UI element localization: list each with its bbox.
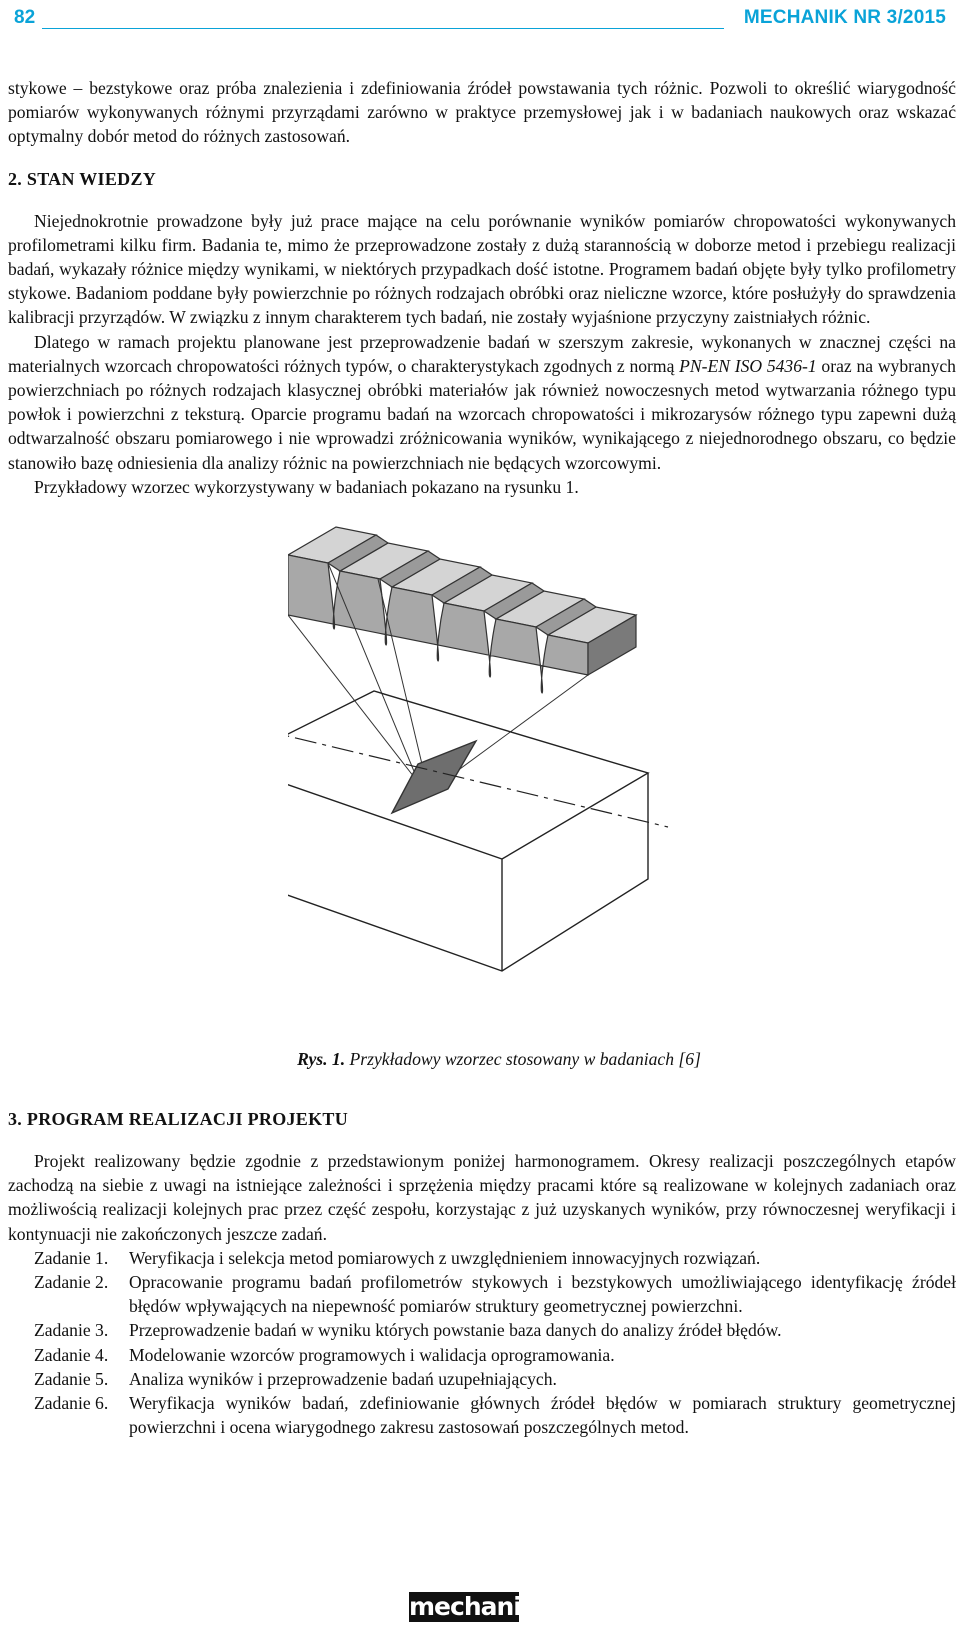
list-item xyxy=(8,1246,956,1270)
article-body xyxy=(8,76,956,1439)
task-label: Zadanie 6. xyxy=(34,1393,109,1414)
task-list xyxy=(8,1246,956,1440)
roughness-standard-illustration xyxy=(288,519,688,1019)
figure-1 xyxy=(8,519,956,1037)
journal-title: MECHANIK NR 3/2015 xyxy=(743,7,946,28)
task-label: Zadanie 5. xyxy=(34,1368,109,1389)
section-3-paragraph-1: Projekt realizowany będzie zgodnie z przedstawionym poniżej harmonogramem. Okresy realizacji poszczególnych etapów zachodzą na siebie z uwagi na istniejące zależności i sprzężenia między pracami które są realizowane w kolejnych zadaniach oraz możliwością realizacji kolejnych prac przez część zespołu, korzystając z już uzyskanych wyników, przy równoczesnej weryfikacji i kontynuacji nie zakończonych jeszcze zadań. xyxy=(8,1151,956,1244)
list-item xyxy=(8,1343,956,1367)
logo-text: mechanik xyxy=(409,1592,537,1621)
figure-caption-text: Przykładowy wzorzec stosowany w badaniach [6] xyxy=(349,1049,701,1070)
task-label: Zadanie 2. xyxy=(34,1272,109,1293)
page-number: 82 xyxy=(14,7,36,28)
section-2-paragraph-3: Przykładowy wzorzec wykorzystywany w badaniach pokazano na rysunku 1. xyxy=(34,476,579,497)
figure-label: Rys. 1. xyxy=(297,1049,346,1070)
page-header xyxy=(10,2,946,32)
mechanik-logo xyxy=(409,1592,537,1622)
task-label: Zadanie 1. xyxy=(34,1247,109,1268)
task-text: Weryfikacja i selekcja metod pomiarowych z uwzględnieniem innowacyjnych rozwiązań. xyxy=(129,1247,761,1268)
section-2-paragraph-2 xyxy=(8,330,956,475)
norm-reference: PN-EN ISO 5436-1 xyxy=(679,355,817,376)
list-item xyxy=(8,1270,956,1318)
task-text: Weryfikacja wyników badań, zdefiniowanie głównych źródeł błędów w pomiarach struktury geometrycznej powierzchni i ocena wiarygodnego zakresu zastosowań poszczególnych metod. xyxy=(129,1393,956,1438)
header-rule xyxy=(42,28,724,29)
section-3-heading: 3. PROGRAM REALIZACJI PROJEKTU xyxy=(8,1109,349,1130)
grooved-block xyxy=(288,527,636,693)
list-item xyxy=(8,1391,956,1439)
paragraph-text: oraz na wybranych powierzchniach po różnych rodzajach klasycznej obróbki materiałów jak również nowoczesnych metod wytwarzania różnego typu powłok i powierzchni z teksturą. Oparcie programu badań na wzorcach chropowatości i mikrozarysów różnego typu zapewni dużą odtwarzalność obszaru pomiarowego i nie wprowadzi zróżnicowania wyników, wynikającego z niejednorodnego obszaru, co będzie stanowiło bazę odniesienia dla analizy różnic na powierzchniach nie będących wzorcowymi. xyxy=(8,355,956,473)
paragraph-text: Dlatego w ramach projektu planowane jest przeprowadzenie badań w szerszym zakresie, wykonanych w znacznej części na materialnych wzorcach chropowatości różnych typów, o charakterystykach zgodnych z normą xyxy=(8,331,956,376)
intro-paragraph: stykowe – bezstykowe oraz próba znalezienia i zdefiniowania źródeł powstawania tych różnic. Pozwoli to określić wiarygodność pomiarów wykonywanych różnymi przyrządami zarówno w praktyce przemysłowej jak i w badaniach naukowych oraz wskazać optymalny dobór metod do różnych zastosowań. xyxy=(8,78,956,147)
task-label: Zadanie 4. xyxy=(34,1344,109,1365)
figure-caption xyxy=(8,1047,956,1071)
list-item xyxy=(8,1367,956,1391)
task-label: Zadanie 3. xyxy=(34,1320,109,1341)
list-item xyxy=(8,1318,956,1342)
base-block xyxy=(288,691,648,971)
section-2-heading: 2. STAN WIEDZY xyxy=(8,168,157,189)
section-2-paragraph-1: Niejednokrotnie prowadzone były już prace mające na celu porównanie wyników pomiarów chropowatości wykonywanych profilometrami kilku firm. Badania te, mimo że przeprowadzone zostały z dużą starannością w doborze metod i przebiegu realizacji badań, wykazały różnice między wynikami, w niektórych przypadkach dość istotne. Programem badań objęte były tylko profilometry stykowe. Badaniom poddane były powierzchnie po różnych rodzajach obróbki oraz nieliczne wzorce, które posłużyły do sprawdzenia kalibracji przyrządów. W związku z innym charakterem tych badań, nie zostały wyjaśnione przyczyny zaistniałych różnic. xyxy=(8,210,956,328)
task-text: Modelowanie wzorców programowych i walidacja oprogramowania. xyxy=(129,1344,615,1365)
measurement-axis xyxy=(288,729,668,827)
task-text: Przeprowadzenie badań w wyniku których powstanie baza danych do analizy źródeł błędów. xyxy=(129,1320,782,1341)
task-text: Opracowanie programu badań profilometrów stykowych i bezstykowych umożliwiającego identyfikację źródeł błędów wpływających na niepewność pomiarów struktury geometrycznej powierzchni. xyxy=(129,1272,956,1317)
task-text: Analiza wyników i przeprowadzenie badań uzupełniających. xyxy=(129,1368,557,1389)
